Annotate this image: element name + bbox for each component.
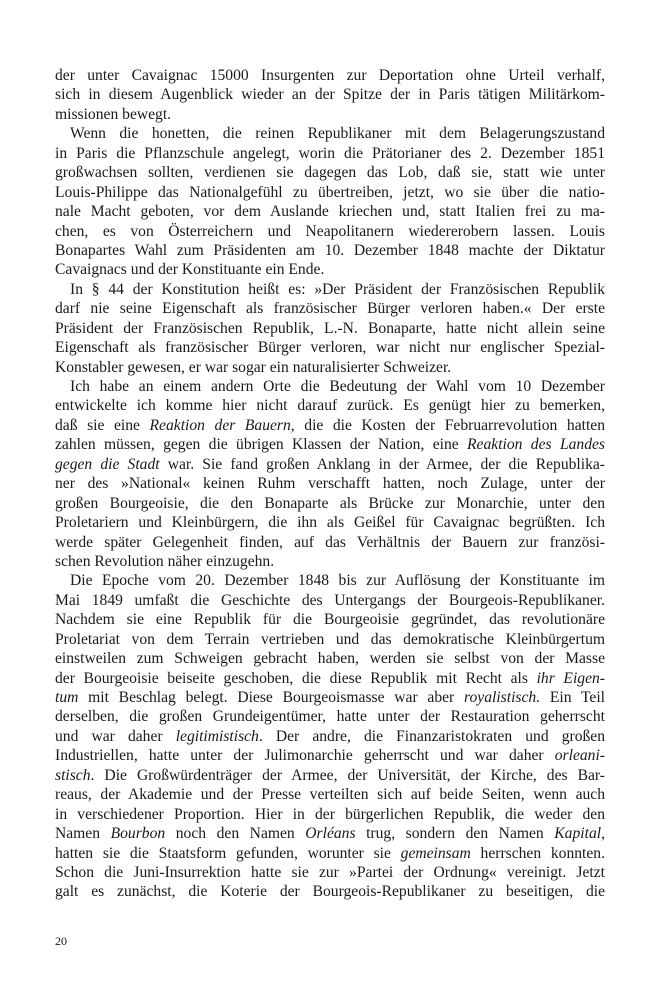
text-line [55, 241, 605, 260]
text-run: herrschen konnten. [470, 844, 606, 862]
text-run: Wenn die honetten, die reinen Republikaner mit dem Belagerungszustand [70, 125, 605, 143]
text-run: großen Bourgeoisie, die den Bonaparte als Brücke zur Monarchie, unter den [55, 494, 605, 512]
text-line [55, 844, 605, 863]
paragraph [55, 571, 605, 901]
italic-text: ihr Eigen- [536, 669, 605, 687]
text-line [55, 494, 605, 513]
text-line [55, 416, 605, 435]
text-run: nale Macht geboten, vor dem Auslande kriechen und, statt Italien frei zu ma- [55, 203, 605, 221]
text-line [55, 552, 605, 571]
text-run: . Die Großwürdenträger der Armee, der Universität, der Kirche, des Bar- [90, 766, 605, 784]
text-run: galt es zunächst, die Koterie der Bourgeois-Republikaner zu beseitigen, die [55, 883, 605, 901]
page-number: 20 [55, 934, 67, 948]
text-line [55, 260, 605, 279]
text-line [55, 513, 605, 532]
text-line [55, 144, 605, 163]
paragraph [55, 66, 605, 124]
paragraph [55, 280, 605, 377]
text-run: mit Beschlag belegt. Diese Bourgeoismasse war aber [78, 689, 464, 706]
text-run: Cavaignacs und der Konstituante ein Ende. [55, 261, 325, 279]
text-line [55, 396, 605, 415]
italic-text: stisch [55, 766, 91, 784]
text-run: Die Epoche vom 20. Dezember 1848 bis zur Auflösung der Konstituante im [70, 572, 605, 590]
text-run: Nachdem sie eine Republik für die Bourgeoisie gegründet, das revolutionäre [55, 611, 605, 629]
text-line [55, 630, 605, 649]
text-line [55, 863, 605, 882]
text-line [55, 105, 605, 124]
paragraph [55, 377, 605, 571]
text-line [55, 591, 605, 610]
italic-text: tum [55, 689, 79, 706]
text-run: Präsident der Französischen Republik, L.-N. Bonaparte, hatte nicht allein seine [55, 319, 605, 337]
text-run: Proletariat von dem Terrain vertrieben und das demokratische Kleinbürgertum [55, 630, 605, 648]
text-run: ner des »National« keinen Ruhm verschafft hatten, noch Zulage, unter der [55, 475, 605, 493]
text-run: , [601, 825, 605, 843]
text-run: chen, es von Österreichern und Neapolitanern wiedererobern lassen. Louis [55, 222, 605, 240]
text-line [55, 649, 605, 668]
text-line [55, 222, 605, 241]
italic-text: royalistisch. [464, 689, 541, 706]
text-line [55, 474, 605, 493]
italic-text: Orléans [305, 825, 356, 843]
text-run: hatten sie die Staatsform gefunden, worunter sie [55, 844, 401, 862]
text-run: trug, sondern den Namen [355, 825, 555, 843]
text-line [55, 85, 605, 104]
text-run: entwickelte ich komme hier nicht darauf zurück. Es genügt hier zu bemerken, [55, 397, 605, 415]
text-run: Louis-Philippe das Nationalgefühl zu übertreiben, jetzt, wo sie über die natio- [55, 183, 605, 201]
text-run: reaus, der Akademie und der Presse verteilten sich auf beide Seiten, wenn auch [55, 786, 605, 804]
text-run: großwachsen sollten, verdienen sie dagegen das Lob, daß sie, statt wie unter [55, 164, 605, 182]
italic-text: legitimistisch [175, 727, 259, 745]
text-run: zahlen müssen, gegen die übrigen Klassen der Nation, eine [55, 436, 468, 454]
text-run: darf nie seine Eigenschaft als französischer Bürger verloren haben.« Der erste [55, 300, 605, 318]
text-run: noch den Namen [165, 825, 306, 843]
text-run: derselben, die großen Grundeigentümer, hatte unter der Restauration geherrscht [55, 708, 605, 726]
text-run: . Der andre, die Finanzaristokraten und großen [258, 727, 606, 745]
text-run: Bonapartes Wahl zum Präsidenten am 10. Dezember 1848 machte der Diktatur [55, 241, 605, 259]
text-line [55, 319, 605, 338]
text-run: Ich habe an einem andern Orte die Bedeutung der Wahl vom 10 Dezember [70, 378, 605, 395]
italic-text: Reaktion der Bauern [149, 416, 291, 434]
italic-text: Kapital [554, 825, 602, 843]
text-run: Konstabler gewesen, er war sogar ein naturalisierter Schweizer. [55, 358, 452, 376]
text-run: Mai 1849 umfaßt die Geschichte des Untergangs der Bourgeois-Republikaner. [55, 591, 605, 609]
text-run: Schon die Juni-Insurrektion hatte sie zur »Partei der Ordnung« vereinigt. Jetzt [55, 863, 605, 881]
text-run: der Bourgeoisie beiseite geschoben, die diese Republik mit Recht als [55, 669, 537, 687]
italic-text: gegen die Stadt [55, 455, 160, 473]
text-line [55, 124, 605, 143]
text-line [55, 358, 605, 377]
text-run: Ein Teil [540, 689, 605, 706]
text-line [55, 688, 605, 707]
text-run: Eigenschaft als französischer Bürger verloren, war nicht nur englischer Spezial- [55, 339, 605, 357]
text-line [55, 882, 605, 901]
text-line [55, 202, 605, 221]
text-line [55, 377, 605, 396]
text-run: in Paris die Pflanzschule angelegt, worin die Prätorianer des 2. Dezember 1851 [55, 144, 605, 162]
text-run: Proletariern und Kleinbürgern, die ihn als Geißel für Cavaignac begrüßten. Ich [55, 514, 605, 532]
text-run: schen Revolution näher einzugehn. [55, 552, 275, 570]
text-line [55, 746, 605, 765]
paragraph [55, 124, 605, 280]
text-line [55, 610, 605, 629]
text-run: war. Sie fand großen Anklang in der Armee, der die Republika- [159, 455, 606, 473]
text-line [55, 183, 605, 202]
text-line [55, 435, 605, 454]
text-run: , die die Kosten der Februarrevolution hatten [290, 416, 605, 434]
text-run: einstweilen zum Schweigen gebracht haben, werden sie selbst von der Masse [55, 650, 605, 668]
body-text [55, 66, 605, 902]
italic-text: Reaktion des Landes [467, 436, 605, 454]
text-run: Industriellen, hatte unter der Julimonarchie geherrscht und war daher [55, 747, 555, 765]
text-line [55, 571, 605, 590]
text-line [55, 669, 605, 688]
text-line [55, 163, 605, 182]
text-line [55, 299, 605, 318]
text-run: sich in diesem Augenblick wieder an der Spitze der in Paris tätigen Militärkom- [55, 86, 605, 104]
text-line [55, 766, 605, 785]
text-line [55, 785, 605, 804]
italic-text: orleani- [554, 747, 605, 765]
text-run: und war daher [55, 727, 176, 745]
text-line [55, 727, 605, 746]
text-run: in verschiedener Proportion. Hier in der bürgerlichen Republik, die weder den [55, 805, 605, 823]
text-run: In § 44 der Konstitution heißt es: »Der Präsident der Französischen Republik [70, 280, 605, 298]
text-run: der unter Cavaignac 15000 Insurgenten zur Deportation ohne Urteil verhalf, [55, 67, 605, 84]
text-line [55, 66, 605, 85]
text-line [55, 707, 605, 726]
text-line [55, 280, 605, 299]
text-line [55, 824, 605, 843]
text-run: Namen [55, 825, 111, 843]
text-line [55, 455, 605, 474]
text-line [55, 533, 605, 552]
italic-text: Bourbon [110, 825, 166, 843]
italic-text: gemeinsam [400, 844, 471, 862]
text-run: daß sie eine [55, 416, 150, 434]
text-line [55, 338, 605, 357]
text-line [55, 805, 605, 824]
text-run: werde später Gelegenheit finden, auf das Verhältnis der Bauern zur französi- [55, 533, 605, 551]
text-run: missionen bewegt. [55, 105, 172, 123]
